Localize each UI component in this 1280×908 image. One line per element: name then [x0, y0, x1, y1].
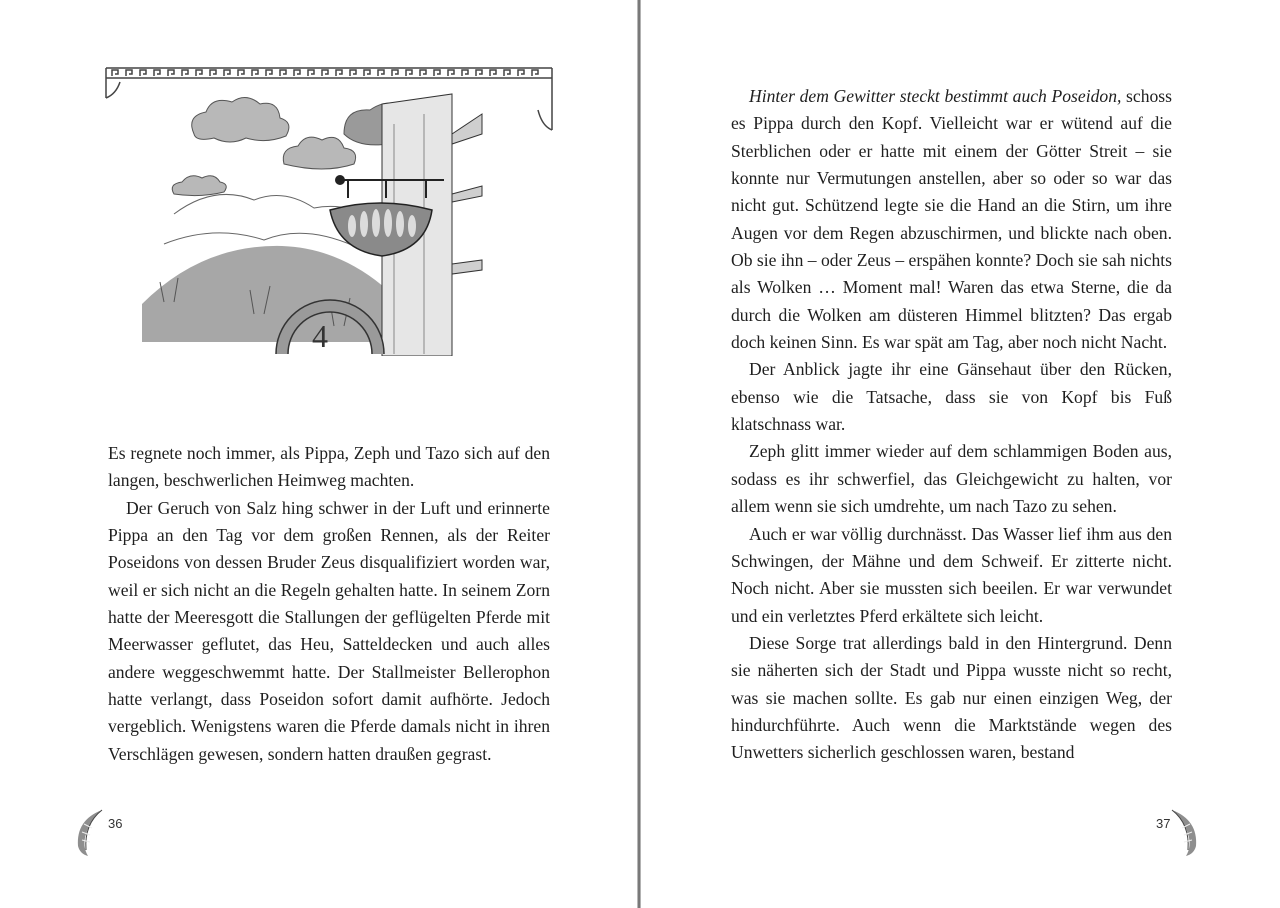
- chapter-number: 4: [312, 318, 328, 354]
- feather-wing-icon: [1166, 806, 1202, 858]
- paragraph-rest: schoss es Pippa durch den Kopf. Vielleicht war er wütend auf die Sterblichen oder er hatte mit einem der Götter Streit – sie konnte nur Vermutungen anstellen, aber so oder so war das nicht gut. Schützend legte sie die Hand an die Stirn, um ihre Augen vor dem Regen abzuschirmen, und blickte nach oben. Ob sie ihn – oder Zeus – erspähen konnte? Doch sie sah nichts als Wolken … Moment mal! Waren das etwa Sterne, die da durch die Wolken am düsteren Himmel blitzten? Das ergab doch keinen Sinn. Es war spät am Tag, aber noch nicht Nacht.: [731, 86, 1172, 353]
- page-number: 37: [1156, 816, 1171, 831]
- right-body-text: [731, 83, 1172, 767]
- left-body-text: [108, 440, 550, 768]
- greek-key-border: [106, 68, 552, 130]
- italic-thought: Hinter dem Gewitter steckt bestimmt auch Poseidon,: [749, 86, 1122, 106]
- hill-silhouette: [142, 246, 392, 342]
- paragraph: Der Geruch von Salz hing schwer in der Luft und erinnerte Pippa an den Tag vor dem großen Rennen, als der Reiter Poseidons von dessen Bruder Zeus disqualifiziert worden war, weil er sich nicht an die Regeln gehalten hatte. In seinem Zorn hatte der Meeresgott die Stallungen der geflügelten Pferde mit Meerwasser geflutet, das Heu, Satteldecken und auch alles andere weggeschwemmt hatte. Der Stallmeister Bellerophon hatte verlangt, dass Poseidon sofort damit aufhörte. Jedoch vergeblich. Wenigstens waren die Pferde damals nicht in ihren Verschlägen gewesen, sondern hatten draußen gegrast.: [108, 497, 550, 764]
- paragraph: [731, 83, 1172, 356]
- page-number: 36: [108, 816, 123, 831]
- paragraph: Der Anblick jagte ihr eine Gänsehaut über den Rücken, ebenso wie die Tatsache, dass sie von Kopf bis Fuß klatschnass war.: [731, 359, 1172, 435]
- book-gutter: [637, 0, 641, 908]
- left-page: [0, 0, 638, 908]
- feather-wing-icon: [72, 806, 108, 858]
- chapter-illustration: [104, 64, 554, 356]
- paragraph: Diese Sorge trat allerdings bald in den Hintergrund. Denn sie näherten sich der Stadt und Pippa wusste nicht so recht, was sie machen sollte. Es gab nur einen einzigen Weg, der hindurchführte. Auch wenn die Marktstände wegen des Unwetters sicherlich geschlossen waren, bestand: [731, 632, 1172, 763]
- paragraph: Auch er war völlig durchnässt. Das Wasser lief ihm aus den Schwingen, der Mähne und dem Schweif. Er zitterte nicht. Noch nicht. Aber sie mussten sich beeilen. Er war verwundet und ein verletztes Pferd erkältete sich leicht.: [731, 523, 1172, 626]
- paragraph: Zeph glitt immer wieder auf dem schlammigen Boden aus, sodass es ihr schwerfiel, das Gleichgewicht zu halten, vor allem wenn sie sich umdrehte, um nach Tazo zu sehen.: [731, 441, 1172, 517]
- paragraph: Es regnete noch immer, als Pippa, Zeph und Tazo sich auf den langen, beschwerlichen Heimweg machten.: [108, 443, 550, 491]
